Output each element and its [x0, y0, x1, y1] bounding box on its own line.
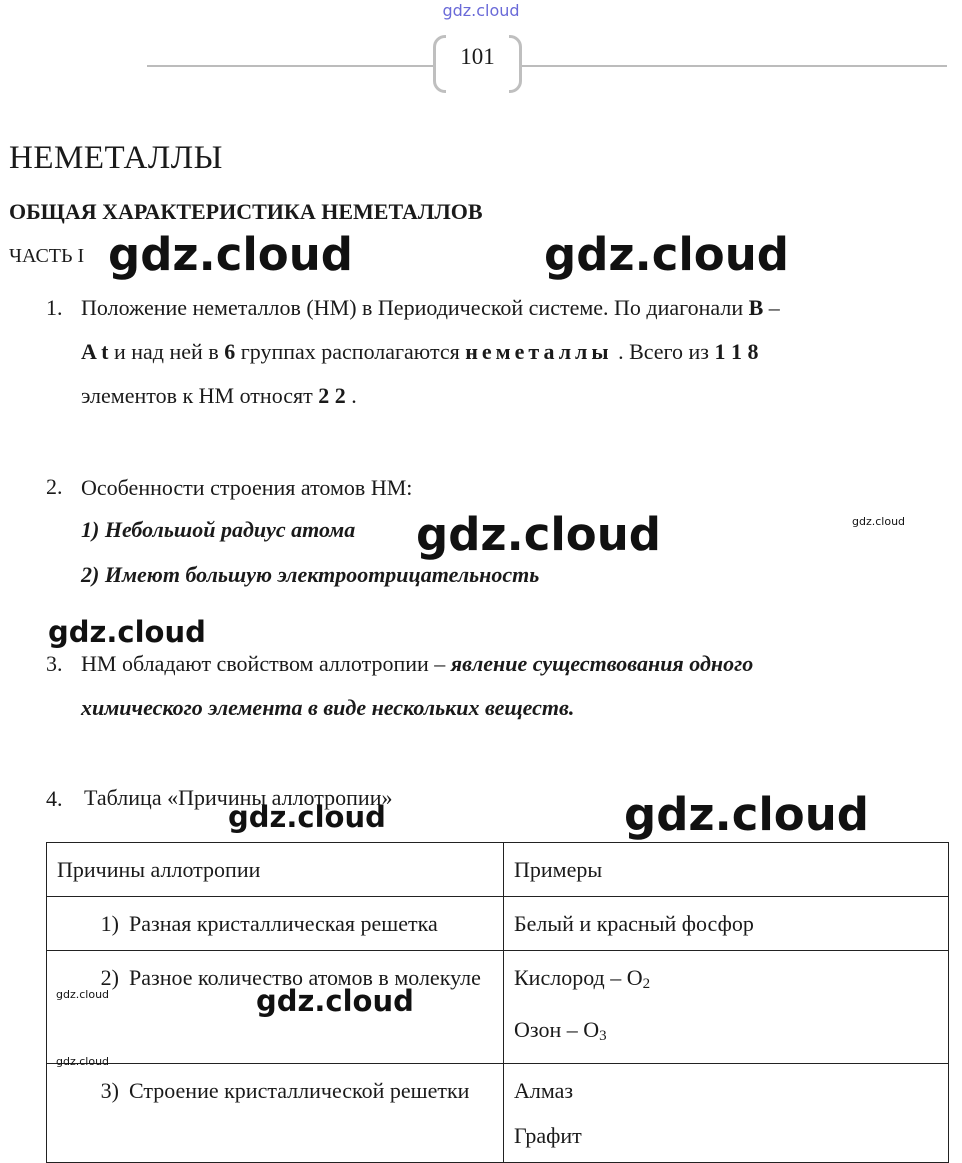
row-number: 1) [100, 911, 119, 936]
cause-text: Строение кристаллической решетки [129, 1078, 470, 1103]
example-cell [504, 897, 949, 951]
example-ozone [514, 1007, 940, 1059]
example-graphite: Графит [514, 1123, 582, 1148]
answer-groups: 6 [224, 339, 236, 364]
table-caption: Таблица «Причины аллотропии» [84, 785, 393, 810]
item-1-text [81, 286, 941, 418]
answer-nm-count: 2 2 [318, 383, 346, 408]
answer-total: 1 1 8 [714, 339, 759, 364]
item-1-number: 1. [46, 295, 63, 320]
text-run: НМ обладают свойством аллотропии – [81, 651, 451, 676]
header-rule-left [147, 65, 433, 67]
item-1-line-2 [81, 330, 941, 374]
watermark: gdz.cloud [228, 800, 386, 834]
subscript: 2 [642, 976, 651, 992]
watermark: gdz.cloud [48, 615, 206, 649]
table-header-row [47, 843, 949, 897]
watermark: gdz.cloud [416, 508, 661, 561]
text-run: . [345, 383, 357, 408]
example-diamond: Алмаз [514, 1078, 574, 1103]
table-row [47, 897, 949, 951]
text-run: и над ней в [108, 339, 225, 364]
table-row [47, 1064, 949, 1163]
item-2-number: 2. [46, 474, 63, 499]
text-run: – [763, 295, 780, 320]
item-3-line-1 [81, 642, 951, 686]
row-number: 3) [100, 1078, 119, 1103]
definition-part-1: явление существования одного [450, 651, 754, 676]
header-causes: Причины аллотропии [47, 843, 504, 897]
header-examples: Примеры [504, 843, 949, 897]
watermark: gdz.cloud [544, 228, 789, 281]
watermark: gdz.cloud [56, 1055, 110, 1068]
subscript: 3 [599, 1028, 607, 1044]
frame-gap-top [446, 33, 509, 39]
cause-text: Разное количество атомов в молекуле [129, 965, 481, 990]
allotropy-table [46, 842, 949, 1163]
example-text: Озон – O [514, 1017, 600, 1042]
answer-b: B [748, 295, 764, 320]
watermark: gdz.cloud [256, 984, 414, 1018]
cause-text: Разная кристаллическая решетка [129, 911, 438, 936]
item-2-heading: Особенности строения атомов НМ: [81, 475, 413, 500]
cause-cell [47, 897, 504, 951]
table-row [47, 951, 949, 1064]
item-2-point-2: 2) Имеют большую электроотрицательность [81, 562, 540, 587]
watermark: gdz.cloud [56, 988, 110, 1001]
text-run: элементов к НМ относят [81, 383, 319, 408]
text-run: . Всего из [612, 339, 715, 364]
cause-cell [47, 1064, 504, 1163]
item-2-point-1: 1) Небольшой радиус атома [81, 517, 356, 542]
text-run: группах располагаются [235, 339, 466, 364]
part-label: ЧАСТЬ I [9, 245, 85, 267]
answer-at: A t [81, 339, 109, 364]
watermark: gdz.cloud [624, 788, 869, 841]
example-text: Белый и красный фосфор [514, 911, 754, 936]
watermark: gdz.cloud [852, 515, 906, 528]
watermark: gdz.cloud [108, 228, 353, 281]
example-text: Кислород – O [514, 965, 643, 990]
page-title: НЕМЕТАЛЛЫ [9, 140, 223, 176]
row-number: 2) [100, 965, 119, 990]
section-subtitle: ОБЩАЯ ХАРАКТЕРИСТИКА НЕМЕТАЛЛОВ [9, 199, 483, 224]
item-1-line-3 [81, 374, 941, 418]
example-oxygen [514, 955, 940, 1007]
text-run: Положение неметаллов (НМ) в Периодической системе. По диагонали [81, 295, 749, 320]
example-cell [504, 1064, 949, 1163]
answer-nonmetals: неметаллы [465, 339, 613, 364]
item-3-number: 3. [46, 651, 63, 676]
item-4-number: 4. [46, 786, 63, 811]
header-rule-right [522, 65, 947, 67]
example-cell [504, 951, 949, 1064]
page-number: 101 [460, 44, 495, 69]
item-1-line-1 [81, 286, 941, 330]
frame-gap-bottom [446, 89, 509, 95]
definition-part-2: химического элемента в виде нескольких веществ. [81, 695, 575, 720]
item-3-text [81, 642, 951, 730]
top-watermark: gdz.cloud [442, 1, 520, 20]
